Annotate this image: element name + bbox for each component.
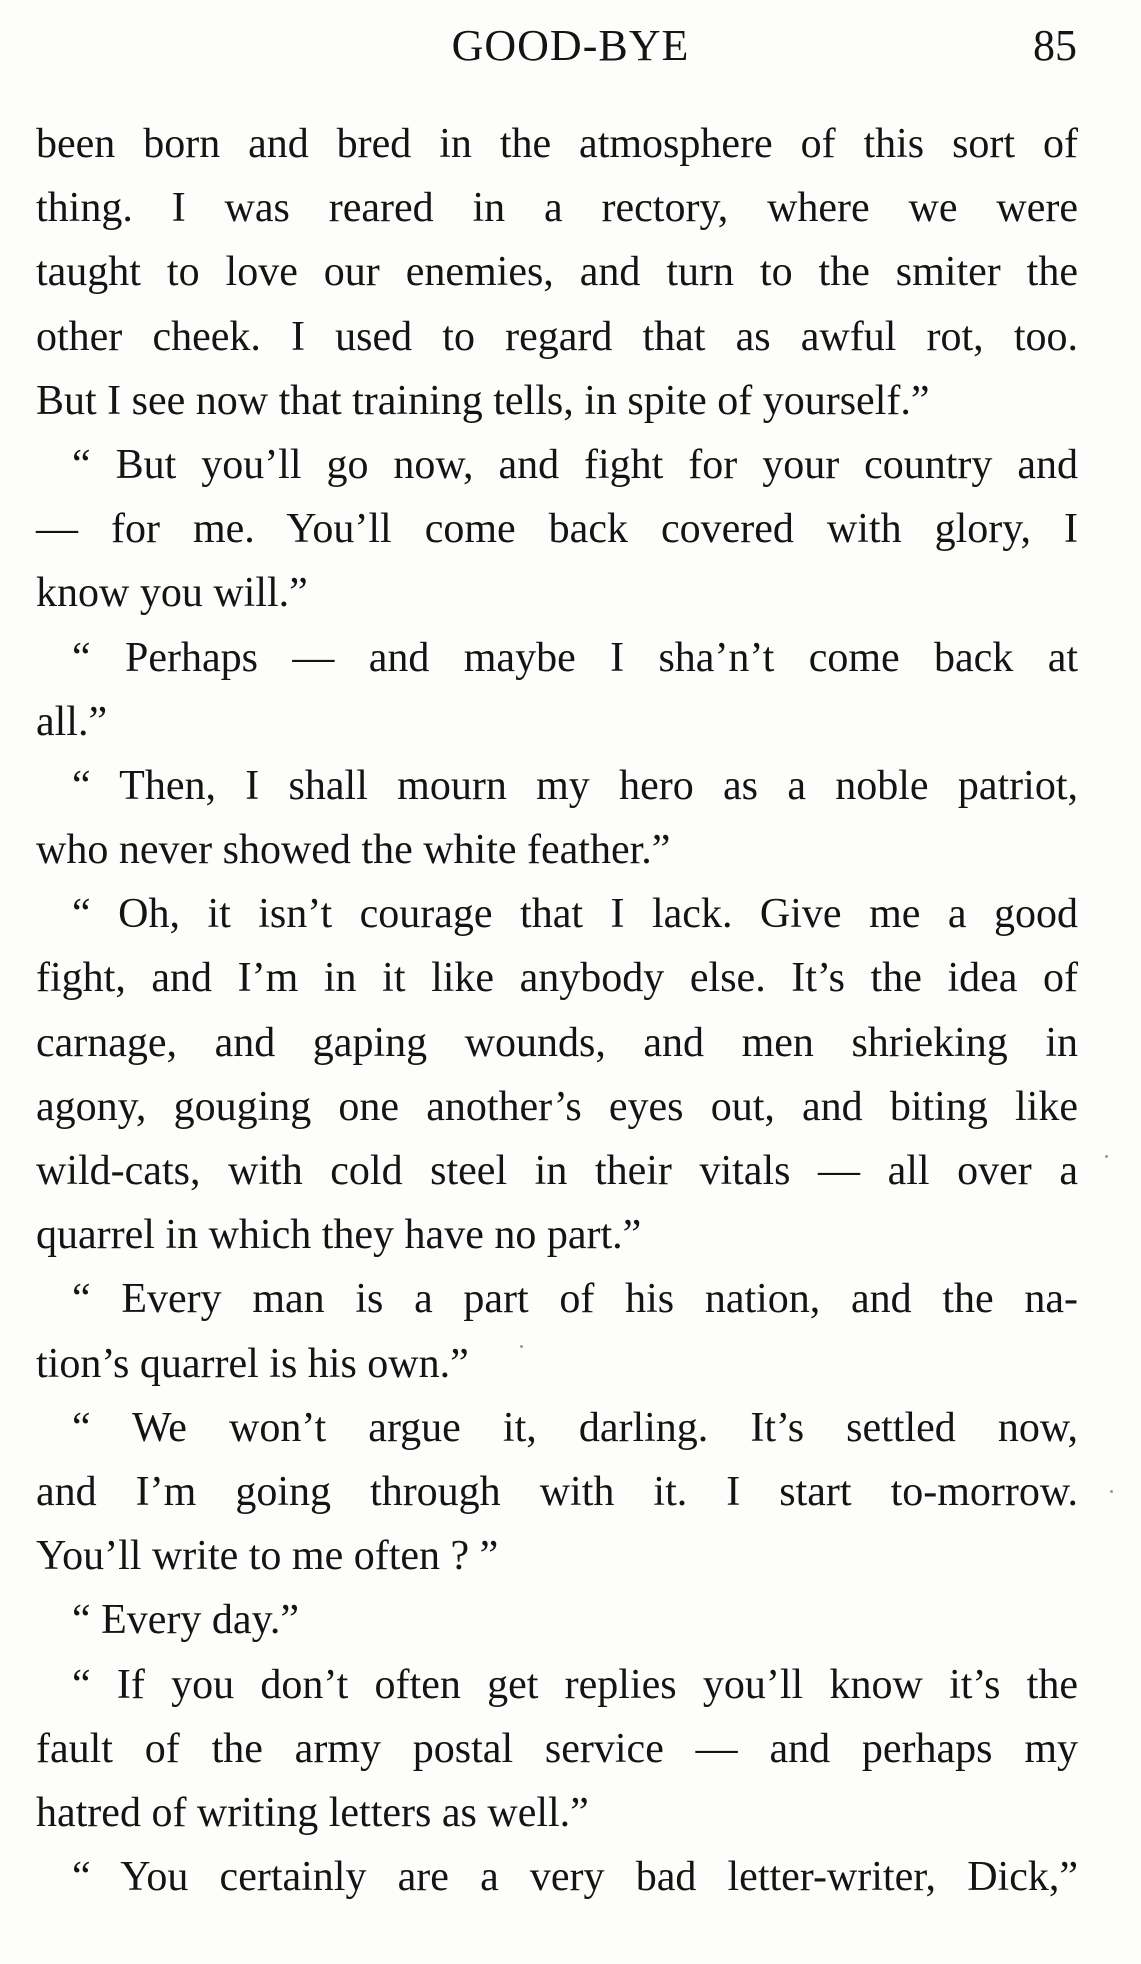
- text-line: who never showed the white feather.”: [36, 827, 671, 874]
- text-line: fight, and I’m in it like anybody else. It’s the idea of: [36, 955, 1078, 1002]
- text-line: “ Then, I shall mourn my hero as a noble patriot,: [72, 762, 1078, 809]
- page-number: 85: [1033, 21, 1077, 70]
- text-line: carnage, and gaping wounds, and men shrieking in: [36, 1019, 1078, 1066]
- text-line: “ Perhaps — and maybe I sha’n’t come back at: [72, 634, 1078, 681]
- text-line: But I see now that training tells, in spite of yourself.”: [36, 377, 930, 424]
- text-line: hatred of writing letters as well.”: [36, 1789, 589, 1836]
- text-line: been born and bred in the atmosphere of this sort of: [36, 121, 1078, 167]
- text-line: know you will.”: [36, 570, 308, 617]
- text-line: “ If you don’t often get replies you’ll know it’s the: [72, 1661, 1078, 1708]
- running-head: [0, 18, 1141, 78]
- text-line: taught to love our enemies, and turn to the smiter the: [36, 249, 1078, 296]
- running-title: GOOD-BYE: [451, 21, 690, 70]
- text-line: agony, gouging one another’s eyes out, and biting like: [36, 1083, 1078, 1130]
- paper-speck: [1105, 1155, 1108, 1158]
- paper-speck: [1110, 1490, 1113, 1493]
- text-line: “ We won’t argue it, darling. It’s settled now,: [72, 1404, 1078, 1451]
- text-line: quarrel in which they have no part.”: [36, 1212, 642, 1259]
- text-line: all.”: [36, 698, 108, 745]
- text-line: wild-cats, with cold steel in their vitals — all over a: [36, 1148, 1078, 1194]
- text-line: tion’s quarrel is his own.”: [36, 1340, 469, 1387]
- text-line: thing. I was reared in a rectory, where we were: [36, 185, 1078, 232]
- text-line: “ You certainly are a very bad letter-writer, Dick,”: [72, 1854, 1078, 1901]
- text-line: fault of the army postal service — and perhaps my: [36, 1725, 1078, 1772]
- text-line: “ Every day.”: [72, 1597, 299, 1644]
- paper-speck: [520, 1345, 523, 1348]
- body-text: [36, 112, 1078, 1909]
- text-line: — for me. You’ll come back covered with glory, I: [36, 506, 1078, 553]
- text-line: “ Every man is a part of his nation, and the na-: [72, 1276, 1078, 1323]
- text-line: “ Oh, it isn’t courage that I lack. Give me a good: [72, 891, 1078, 938]
- text-line: and I’m going through with it. I start to-morrow.: [36, 1468, 1078, 1515]
- text-line: “ But you’ll go now, and fight for your country and: [72, 441, 1078, 488]
- text-line: You’ll write to me often ? ”: [36, 1533, 499, 1580]
- text-line: other cheek. I used to regard that as awful rot, too.: [36, 313, 1078, 360]
